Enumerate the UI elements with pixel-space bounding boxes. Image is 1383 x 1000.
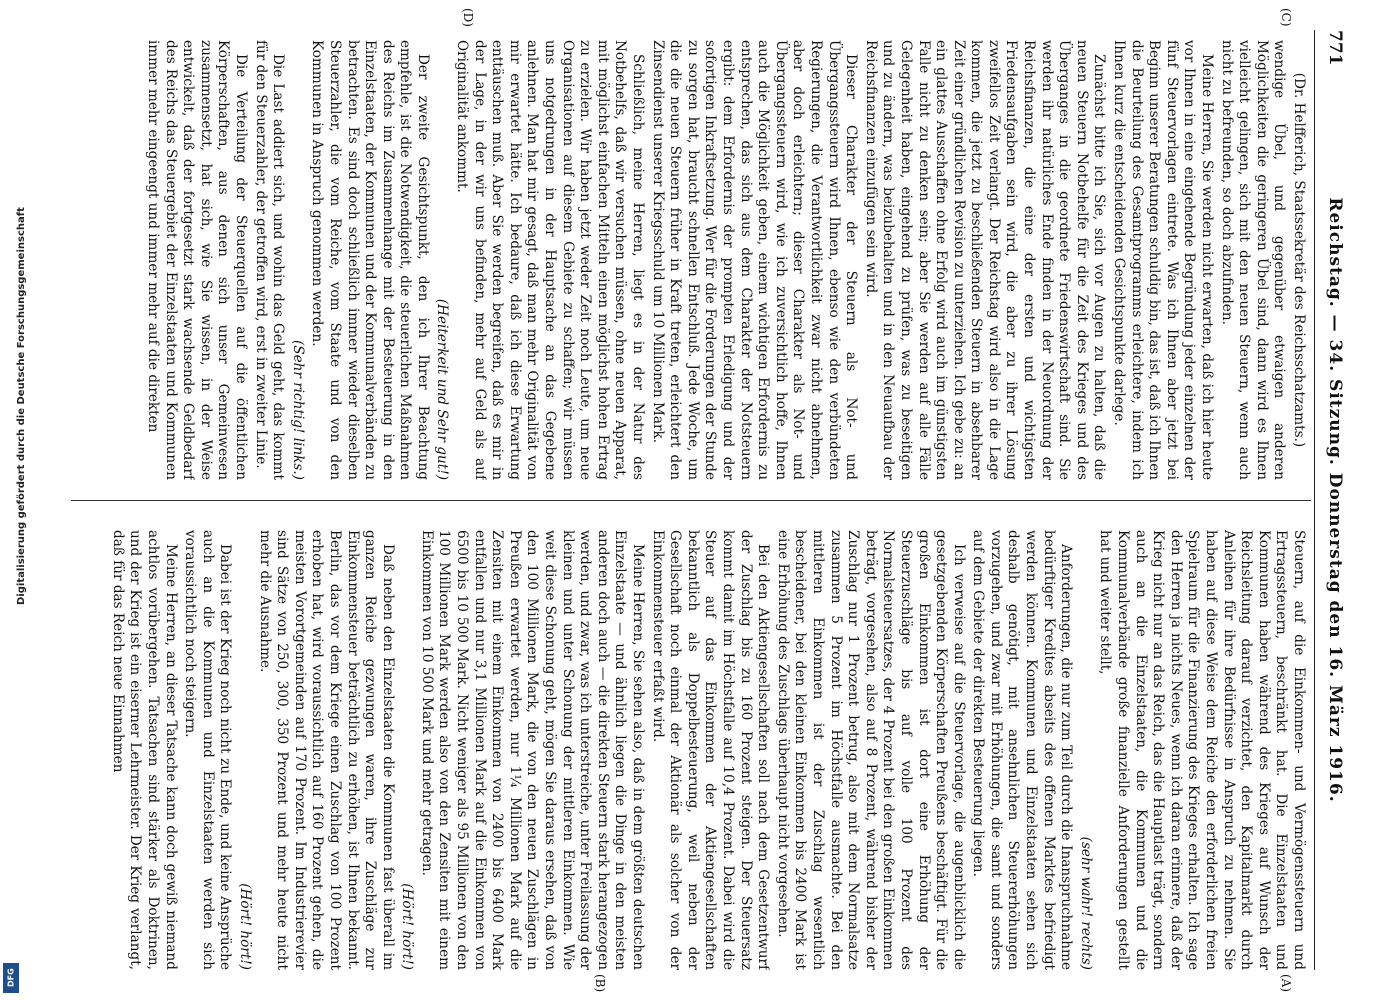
digitization-credit: [0, 0, 27, 1000]
paragraph: wendige Übel, und gegenüber etwaigen anderen Möglichkeiten die geringeren Übel sind, dann wird es Ihnen vielleicht gelingen, sich mit den neuen Steuern, wenn auch nicht zu befreunden, so doch abzufinden.: [1218, 40, 1288, 480]
paragraph: Die Verteilung der Steuerquellen auf die öffentlichen Körperschaften, aus denen sich unser Gemeinwesen zusammensetzt, hat sich, wie Sie wissen, in der Weise entwickelt, daß der fortgesetzt stark wachsende Geldbedarf des Reichs das Steuergebiet der Einzelstaaten und Kommunen immer mehr eingeengt und immer mehr auf die direkten: [145, 40, 249, 480]
paragraph: Ich verweise auf die Steuervorlage, die augenblicklich die gesetzgebenden Körperschaften Preußens beschäftigt. Für die großen Einkommen ist dort eine Erhöhung der Steuerzuschläge bis auf volle 100 Prozent des Normalsteuersatzes, der 4 Prozent bei den großen Einkommen beträgt, vorgesehen, also auf 8 Prozent, während bisher der Zuschlag nur 1 Prozent betrug, also mit dem Normalsatze zusammen 5 Prozent im Höchstfalle ausmachte. Bei den mittleren Einkommen ist der Zuschlag wesentlich bescheidener, bei den kleinen Einkommen bis 2400 Mark ist eine Erhöhung des Zuschlags überhaupt nicht vorgesehen.: [774, 530, 967, 970]
page-title: Reichstag. — 34. Sitzung. Donnerstag den 16. März 1916.: [1325, 197, 1345, 803]
margin-mark-a: (A): [1279, 974, 1293, 993]
paragraph: Die Last addiert sich, und wohin das Geld geht, das kommt für den Steuerzahler, der getroffen wird, erst in zweiter Linie.: [252, 40, 287, 480]
paragraph: Anforderungen, die nur zum Teil durch die Inanspruchnahme bedürftiger Kredites abseits des offenen Marktes befriedigt werden können. Kommunen und Einzelstaaten sehen sich deshalb genötigt, mit ansehnlichen Steuererhöhungen vorzugehen, und zwar mit Erhöhungen, die samt und sonders auf dem Gebiete der direkten Besteuerung liegen.: [970, 530, 1075, 970]
page-number: 771: [1325, 30, 1345, 66]
interjection: (Heiterkeit und Sehr gut!): [434, 298, 451, 480]
margin-mark-b: (B): [593, 974, 607, 993]
column-divider: [71, 500, 1311, 501]
margin-mark-c: (C): [1279, 8, 1293, 27]
interjection: (Hört! hört!): [236, 883, 253, 970]
paragraph: Meine Herren, an dieser Tatsache kann doch gewiß niemand achtlos vorübergehen. Tatsachen sind stärker als Doktrinen, und der Krieg ist ein eiserner Lehrmeister. Der Krieg verlangt, daß für das Reich neue Einnahmen: [109, 530, 179, 970]
paragraph: Schließlich, meine Herren, liegt es in der Natur des Notbehelfs, daß wir versuchen müssen, ohne neuen Apparat, mit möglichst einfachen Mitteln einen möglichst hohen Ertrag zu erzielen. Wir haben jetzt weder Zeit noch Leute, um neue Organisationen auf diesem Gebiete zu schaffen; wir müssen uns notgedrungen in der Hauptsache an das Gegebene anlehnen. Man hat mir gesagt, daß man mehr Originalität von mir erwartet hätte. Ich bedaure, daß ich diese Erwartung enttäuschen muß. Aber Sie werden begreifen, daß es mir in der Lage, in der wir uns befinden, mehr auf Geld als auf Originalität ankommt.: [454, 40, 647, 480]
paragraph: Dabei ist der Krieg noch nicht zu Ende, und keine Ansprüche auch an die Kommunen und Einzelstaaten werden sich voraussichtlich noch steigern.: [182, 530, 234, 970]
margin-mark-d: (D): [461, 8, 475, 27]
speaker-line: (Dr. Helfferich, Staatssekretär des Reichsschatzamts.): [1291, 72, 1307, 448]
page-header: [1317, 30, 1347, 970]
scanned-page: [55, 0, 1355, 1000]
paragraph: Dieser Charakter der Steuern als Not- und Übergangssteuern wird Ihnen, ebenso wie den verbündeten Regierungen, die Verantwortlichkeit zwar nicht abnehmen, aber doch erleichtern; dieser Charakter als Not- und Übergangssteuern wird, wie ich zuversichtlich hoffe, Ihnen auch die Möglichkeit geben, einem wichtigen Erfordernis zu entsprechen, das sich aus dem Charakter der Notsteuern ergibt: dem Erfordernis der prompten Erledigung und der sofortigen Inkraftsetzung. Wer für die Forderungen der Stunde zu sorgen hat, braucht schnellen Entschluß. Jede Woche, um die die neuen Steuern früher in Kraft treten, erleichtert den Zinsendienst unserer Kriegsschuld um 10 Millionen Mark.: [649, 40, 860, 480]
interjection: (Sehr richtig! links.): [289, 339, 306, 480]
paragraph: Meine Herren, Sie werden nicht erwarten, daß ich hier heute vor Ihnen in eine eingehende Begründung jeder einzelnen der fünf Steuervorlagen eintrete. Was ich Ihnen aber jetzt bei Beginn unserer Beratungen schuldig bin, das ist, daß ich Ihnen die Beurteilung des Gesamtprogramms erleichtere, indem ich Ihnen kurz die entscheidenden Gesichtspunkte darlege.: [1111, 40, 1216, 480]
interjection: (sehr wahr! rechts): [1077, 836, 1094, 970]
paragraph: Daß neben den Einzelstaaten die Kommunen fast überall im ganzen Reiche gezwungen waren, ihre Zuschläge zur Einkommensteuer beträchtlich zu erhöhen, ist Ihnen bekannt. Berlin, das vor dem Kriege einen Zuschlag von 100 Prozent erhoben hat, wird voraussichtlich auf 160 Prozent gehen, die meisten Vorortgemeinden auf 170 Prozent. Im Industrierevier sind Sätze von 250, 300, 350 Prozent und mehr heute nicht mehr die Ausnahme.: [256, 530, 396, 970]
right-text-column: [72, 530, 1307, 970]
paragraph: Bei den Aktiengesellschaften soll nach dem Gesetzentwurf der Zuschlag bis zu 160 Prozent steigen. Der Steuersatz kommt damit im Höchstfalle auf 10,4 Prozent. Dabei wird die Steuer auf das Einkommen der Aktiengesellschaften bekanntlich als Doppelbesteuerung, weil neben der Gesellschaft noch einmal der Aktionär als solcher von der Einkommensteuer erfaßt wird.: [649, 530, 772, 970]
paragraph: Zunächst bitte ich Sie, sich vor Augen zu halten, daß die neuen Steuern Notbehelfe für die Zeit des Krieges und des Überganges in die geordnete Friedenswirtschaft sind. Sie werden ihr natürliches Ende finden in der Neuordnung der Reichsfinanzen, die eine der ersten und wichtigsten Friedensaufgaben sein wird, die aber zu ihrer Lösung zweifellos Zeit verlangt. Der Reichstag wird also in die Lage kommen, die jetzt zu beschließenden Steuern in absehbarer Zeit einer gründlichen Revision zu unterziehen. Ich gebe zu: an ein glattes Ausschaffen ohne Erfolg wird auch im günstigsten Falle nicht zu denken sein; aber Sie werden auf alle Fälle Gelegenheit haben, eingehend zu prüfen, was zu beseitigen und zu ändern, was beizubehalten und in den Neuaufbau der Reichsfinanzen einzufügen sein wird.: [862, 40, 1108, 480]
paragraph: Steuern, auf die Einkommen- und Vermögenssteuern und Ertragssteuern, beschränkt hat. Die Einzelstaaten und Kommunen haben während des Krieges auf Wunsch der Reichsleitung darauf verzichtet, den Kapitalmarkt durch Anleihen für ihre Bedürfnisse in Anspruch zu nehmen. Sie haben auf diese Weise dem Reiche den erforderlichen freien Spielraum für die Finanzierung des Krieges erhalten. Ich sage den Herren ja nichts Neues, wenn ich daran erinnere, daß der Krieg nicht nur an das Reich, das die Hauptlast trägt, sondern auch an die Einzelstaaten, die Kommunen und die Kommunalverbände große finanzielle Anforderungen gestellt hat und weiter stellt,: [1097, 530, 1307, 970]
header-rule: [1314, 30, 1315, 970]
dfg-logo: DFG: [3, 963, 19, 993]
paragraph: Meine Herren, Sie sehen also, daß in dem größten deutschen Einzelstaate — und ähnlich liegen die Dinge in den meisten anderen doch auch — die direkten Steuern stark herangezogen werden, und zwar, was ich unterstreiche, unter Freilassung der kleinen und unter Schonung der mittleren Einkommen. Wie weit diese Schonung geht, mögen Sie daraus ersehen, daß von den 100 Millionen Mark, die von den neuen Zuschlägen in Preußen erwartet werden, nur 1¼ Millionen Mark auf die Zensiten mit einem Einkommen von 2400 bis 6400 Mark entfallen und nur 3,1 Millionen Mark auf die Einkommen von 6500 bis 10 500 Mark. Nicht weniger als 95 Millionen von den 100 Millionen Mark werden also von den Zensiten mit einem Einkommen von 10 500 Mark und mehr getragen.: [418, 530, 647, 970]
interjection: (Hört! hört!): [399, 883, 416, 970]
credit-text: Digitalisierung gefördert durch die Deutsche Forschungsgemeinschaft: [16, 207, 27, 605]
paragraph: Der zweite Gesichtspunkt, den ich Ihrer Beachtung empfehle, ist die Notwendigkeit, die steuerlichen Maßnahmen des Reichs im Zusammenhange mit der Besteuerung in den Einzelstaaten, der Kommunen und der Kommunalverbänden zu betrachten. Es sind doch schließlich immer wieder dieselben Steuerzahler, die vom Reiche, vom Staate und von den Kommunen in Anspruch genommen werden.: [309, 40, 431, 480]
left-text-column: [72, 40, 1307, 480]
